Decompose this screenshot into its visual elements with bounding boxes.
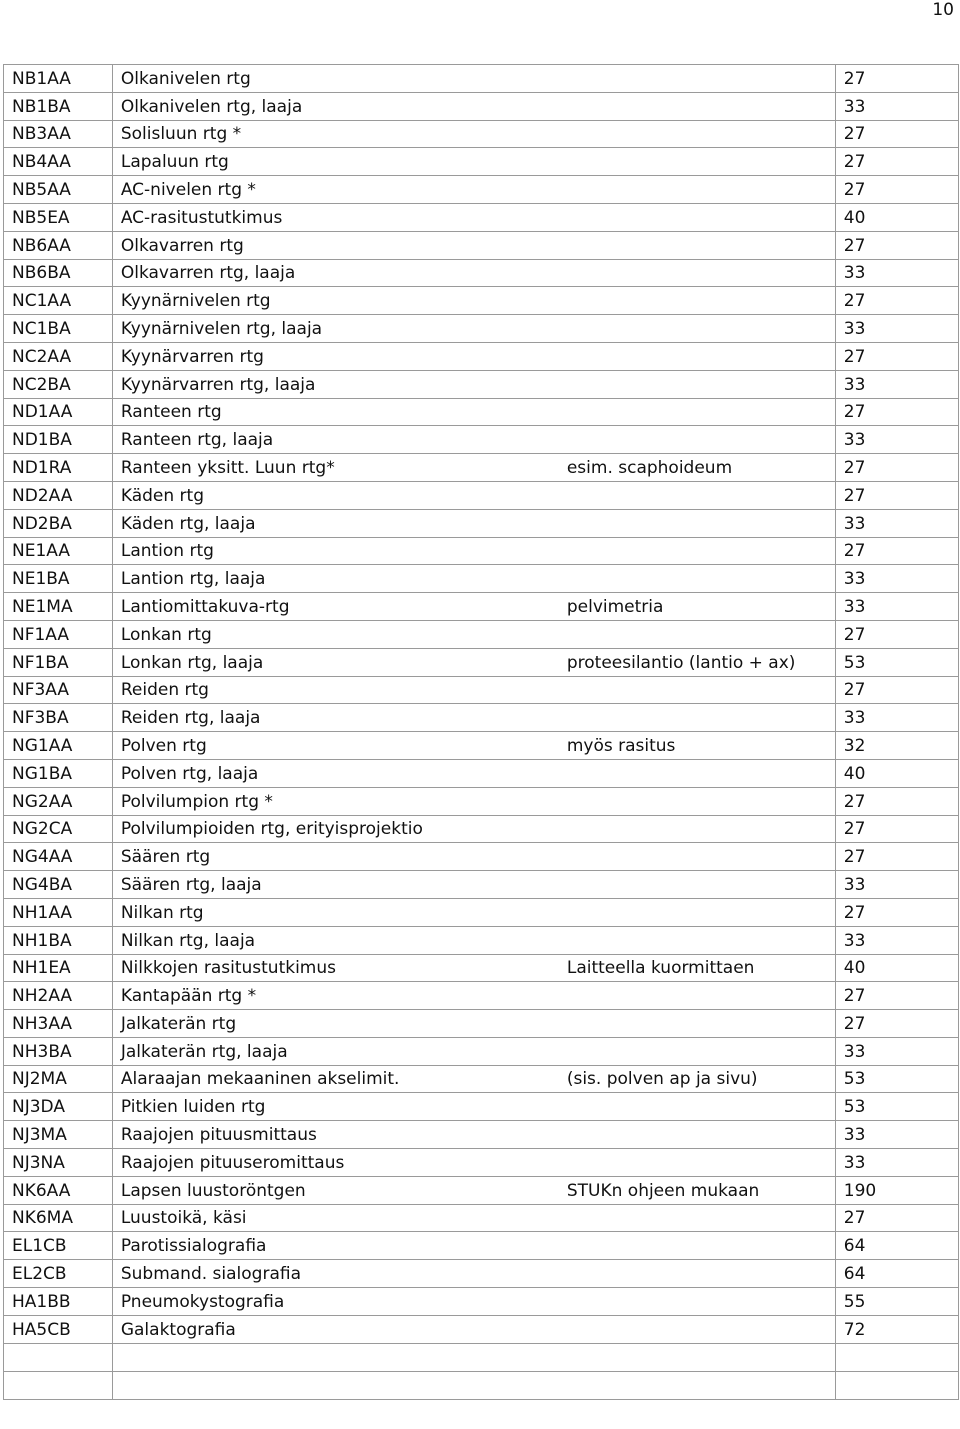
procedure-price: 40 xyxy=(835,203,958,231)
procedure-code: HA1BB xyxy=(4,1288,113,1316)
procedure-name: Ranteen rtg, laaja xyxy=(120,430,274,451)
table-row xyxy=(4,593,959,621)
procedure-code: NB5EA xyxy=(4,203,113,231)
table-row xyxy=(4,1176,959,1204)
procedure-name: Jalkaterän rtg xyxy=(120,1013,237,1034)
page-number: 10 xyxy=(932,0,954,20)
procedure-name-cell xyxy=(112,148,835,176)
table-row xyxy=(4,65,959,93)
procedure-note: STUKn ohjeen mukaan xyxy=(566,1180,760,1201)
procedure-code: NG4BA xyxy=(4,871,113,899)
table-row xyxy=(4,370,959,398)
procedure-name-cell xyxy=(112,620,835,648)
table-row xyxy=(4,1121,959,1149)
procedure-price: 27 xyxy=(835,676,958,704)
table-row xyxy=(4,481,959,509)
procedure-name: Alaraajan mekaaninen akselimit. xyxy=(120,1069,400,1090)
procedure-name: Nilkan rtg, laaja xyxy=(120,930,256,951)
procedure-price: 27 xyxy=(835,454,958,482)
procedure-price: 33 xyxy=(835,1037,958,1065)
table-row xyxy=(4,1037,959,1065)
procedure-price: 64 xyxy=(835,1260,958,1288)
procedure-price: 33 xyxy=(835,509,958,537)
procedure-name: Lantion rtg xyxy=(120,541,214,562)
procedure-code: EL2CB xyxy=(4,1260,113,1288)
table-row xyxy=(4,926,959,954)
procedure-code: EL1CB xyxy=(4,1232,113,1260)
procedure-code: NB5AA xyxy=(4,176,113,204)
procedure-code: NB6BA xyxy=(4,259,113,287)
procedure-name-cell xyxy=(112,1065,835,1093)
procedure-name-cell xyxy=(112,537,835,565)
procedure-price: 32 xyxy=(835,732,958,760)
table-row xyxy=(4,176,959,204)
procedure-name: Lantion rtg, laaja xyxy=(120,569,266,590)
procedure-name-cell xyxy=(112,648,835,676)
table-row xyxy=(4,315,959,343)
table-row xyxy=(4,259,959,287)
procedure-code: NG4AA xyxy=(4,843,113,871)
table-row xyxy=(4,620,959,648)
procedure-price: 27 xyxy=(835,398,958,426)
procedure-name: Galaktografia xyxy=(120,1319,236,1340)
procedure-code: NG1BA xyxy=(4,759,113,787)
procedure-note: proteesilantio (lantio + ax) xyxy=(566,652,796,673)
procedure-name-cell xyxy=(112,1149,835,1177)
table-row xyxy=(4,787,959,815)
procedure-code: NH1AA xyxy=(4,898,113,926)
table-row xyxy=(4,1315,959,1343)
procedure-price: 33 xyxy=(835,259,958,287)
procedure-code: NE1AA xyxy=(4,537,113,565)
procedure-name: Polvilumpion rtg * xyxy=(120,791,273,812)
procedure-code: ND1BA xyxy=(4,426,113,454)
procedure-name-cell xyxy=(112,92,835,120)
procedure-name-cell xyxy=(112,1121,835,1149)
procedure-name-cell xyxy=(112,759,835,787)
table-row xyxy=(4,148,959,176)
procedure-name: Kyynärvarren rtg xyxy=(120,346,264,367)
procedure-name: Olkanivelen rtg xyxy=(120,68,251,89)
procedure-price: 53 xyxy=(835,1065,958,1093)
empty-cell xyxy=(112,1371,835,1399)
procedure-price: 33 xyxy=(835,565,958,593)
table-row xyxy=(4,454,959,482)
procedure-code: NJ3DA xyxy=(4,1093,113,1121)
procedure-name: Säären rtg xyxy=(120,847,211,868)
procedure-code: ND1RA xyxy=(4,454,113,482)
procedure-name-cell xyxy=(112,120,835,148)
procedure-name-cell xyxy=(112,1288,835,1316)
procedure-name: Säären rtg, laaja xyxy=(120,874,262,895)
table-row xyxy=(4,1288,959,1316)
procedure-price: 27 xyxy=(835,787,958,815)
table-row xyxy=(4,342,959,370)
procedure-name-cell xyxy=(112,481,835,509)
table-row xyxy=(4,398,959,426)
procedure-price: 33 xyxy=(835,92,958,120)
procedure-price: 33 xyxy=(835,426,958,454)
table-row xyxy=(4,92,959,120)
procedure-name: AC-rasitustutkimus xyxy=(120,207,283,228)
procedure-name-cell xyxy=(112,426,835,454)
procedure-name-cell xyxy=(112,676,835,704)
table-row xyxy=(4,843,959,871)
procedure-name: Parotissialografia xyxy=(120,1236,267,1257)
procedure-code: ND2BA xyxy=(4,509,113,537)
procedure-name-cell xyxy=(112,871,835,899)
procedure-code: NF1AA xyxy=(4,620,113,648)
procedure-name: Olkavarren rtg xyxy=(120,235,244,256)
procedure-name-cell xyxy=(112,1010,835,1038)
table-row xyxy=(4,1260,959,1288)
procedure-name-cell xyxy=(112,898,835,926)
procedure-price: 27 xyxy=(835,287,958,315)
procedure-code: NJ3MA xyxy=(4,1121,113,1149)
procedure-price: 33 xyxy=(835,315,958,343)
procedure-name: Luustoikä, käsi xyxy=(120,1208,247,1229)
procedure-name: Nilkkojen rasitustutkimus xyxy=(120,958,336,979)
procedure-price: 27 xyxy=(835,843,958,871)
table-row xyxy=(4,509,959,537)
table-row xyxy=(4,426,959,454)
procedure-name-cell xyxy=(112,1093,835,1121)
empty-cell xyxy=(4,1343,113,1371)
table-row xyxy=(4,565,959,593)
procedure-code: NG2AA xyxy=(4,787,113,815)
procedure-price: 33 xyxy=(835,871,958,899)
table-row xyxy=(4,1065,959,1093)
procedure-price: 27 xyxy=(835,481,958,509)
procedure-code: NC2AA xyxy=(4,342,113,370)
procedure-price: 27 xyxy=(835,148,958,176)
procedure-price: 27 xyxy=(835,1010,958,1038)
procedure-price: 33 xyxy=(835,1121,958,1149)
procedure-price: 27 xyxy=(835,537,958,565)
procedure-name-cell xyxy=(112,1260,835,1288)
procedure-note: esim. scaphoideum xyxy=(566,457,733,478)
procedure-price: 33 xyxy=(835,370,958,398)
procedure-code: NB1AA xyxy=(4,65,113,93)
procedure-name: Lantiomittakuva-rtg xyxy=(120,596,290,617)
procedure-code: NK6MA xyxy=(4,1204,113,1232)
empty-cell xyxy=(835,1371,958,1399)
procedure-code: NE1MA xyxy=(4,593,113,621)
procedure-name-cell xyxy=(112,815,835,843)
procedure-name: Käden rtg xyxy=(120,485,204,506)
procedure-code: NF3BA xyxy=(4,704,113,732)
table-row xyxy=(4,203,959,231)
procedure-code: NJ2MA xyxy=(4,1065,113,1093)
table-row xyxy=(4,1149,959,1177)
procedure-code: NF1BA xyxy=(4,648,113,676)
procedure-name-cell xyxy=(112,954,835,982)
table-row xyxy=(4,1204,959,1232)
procedure-price: 27 xyxy=(835,620,958,648)
procedure-name-cell xyxy=(112,1037,835,1065)
procedure-name: Polven rtg, laaja xyxy=(120,763,259,784)
table-row xyxy=(4,1010,959,1038)
table-row xyxy=(4,898,959,926)
procedure-name: Olkanivelen rtg, laaja xyxy=(120,96,303,117)
procedure-name: Kyynärnivelen rtg xyxy=(120,291,271,312)
procedure-code: NB1BA xyxy=(4,92,113,120)
procedure-name: Pneumokystografia xyxy=(120,1291,285,1312)
procedure-code: NH1EA xyxy=(4,954,113,982)
procedure-price: 190 xyxy=(835,1176,958,1204)
procedure-name-cell xyxy=(112,509,835,537)
procedure-name: Jalkaterän rtg, laaja xyxy=(120,1041,288,1062)
procedure-name: Olkavarren rtg, laaja xyxy=(120,263,296,284)
procedure-name-cell xyxy=(112,370,835,398)
table-row xyxy=(4,954,959,982)
table-row xyxy=(4,537,959,565)
procedure-price: 53 xyxy=(835,648,958,676)
procedure-code: NH3AA xyxy=(4,1010,113,1038)
table-row xyxy=(4,648,959,676)
procedure-name-cell xyxy=(112,1315,835,1343)
procedure-name: Polvilumpioiden rtg, erityisprojektio xyxy=(120,819,423,840)
procedure-price: 27 xyxy=(835,120,958,148)
procedure-price: 27 xyxy=(835,1204,958,1232)
procedure-name: Kyynärvarren rtg, laaja xyxy=(120,374,316,395)
procedure-name: Solisluun rtg * xyxy=(120,124,242,145)
procedure-note: (sis. polven ap ja sivu) xyxy=(566,1069,758,1090)
procedure-name: Käden rtg, laaja xyxy=(120,513,256,534)
empty-cell xyxy=(112,1343,835,1371)
procedure-name-cell xyxy=(112,732,835,760)
procedure-price: 64 xyxy=(835,1232,958,1260)
table-row xyxy=(4,732,959,760)
procedure-code: NH3BA xyxy=(4,1037,113,1065)
table-row xyxy=(4,759,959,787)
procedure-price: 33 xyxy=(835,1149,958,1177)
procedure-price: 72 xyxy=(835,1315,958,1343)
procedure-code: NB4AA xyxy=(4,148,113,176)
procedure-price: 33 xyxy=(835,704,958,732)
procedure-name-cell xyxy=(112,926,835,954)
procedure-name: Lapsen luustoröntgen xyxy=(120,1180,306,1201)
procedure-name: Raajojen pituuseromittaus xyxy=(120,1152,345,1173)
procedure-price: 27 xyxy=(835,65,958,93)
table-row xyxy=(4,120,959,148)
table-row xyxy=(4,704,959,732)
table-row xyxy=(4,871,959,899)
procedure-name: Raajojen pituusmittaus xyxy=(120,1125,317,1146)
procedure-code: NE1BA xyxy=(4,565,113,593)
procedure-price: 53 xyxy=(835,1093,958,1121)
procedure-name: Polven rtg xyxy=(120,735,207,756)
table-row xyxy=(4,982,959,1010)
procedure-code: NJ3NA xyxy=(4,1149,113,1177)
procedure-code: NB6AA xyxy=(4,231,113,259)
procedure-price: 40 xyxy=(835,759,958,787)
procedure-price: 55 xyxy=(835,1288,958,1316)
procedure-name: Lonkan rtg, laaja xyxy=(120,652,264,673)
procedure-code: NC1AA xyxy=(4,287,113,315)
procedure-code: NG1AA xyxy=(4,732,113,760)
procedure-name-cell xyxy=(112,342,835,370)
procedure-name-cell xyxy=(112,203,835,231)
procedure-name-cell xyxy=(112,398,835,426)
table-row xyxy=(4,1093,959,1121)
procedure-price: 27 xyxy=(835,982,958,1010)
procedure-note: myös rasitus xyxy=(566,735,676,756)
procedure-name-cell xyxy=(112,259,835,287)
procedure-code: NC1BA xyxy=(4,315,113,343)
procedure-price: 27 xyxy=(835,898,958,926)
procedure-name-cell xyxy=(112,1232,835,1260)
procedure-code: NB3AA xyxy=(4,120,113,148)
procedure-name-cell xyxy=(112,1204,835,1232)
procedure-code: NG2CA xyxy=(4,815,113,843)
procedure-name: Ranteen rtg xyxy=(120,402,222,423)
procedure-price: 33 xyxy=(835,593,958,621)
procedure-code: HA5CB xyxy=(4,1315,113,1343)
procedure-name-cell xyxy=(112,565,835,593)
procedure-code: NH2AA xyxy=(4,982,113,1010)
procedure-name: Kantapään rtg * xyxy=(120,986,257,1007)
procedure-name-cell xyxy=(112,176,835,204)
table-row xyxy=(4,287,959,315)
procedure-name: Lapaluun rtg xyxy=(120,152,229,173)
procedure-name-cell xyxy=(112,787,835,815)
procedure-name-cell xyxy=(112,287,835,315)
table-row xyxy=(4,231,959,259)
procedure-name: Pitkien luiden rtg xyxy=(120,1097,266,1118)
procedure-name: Reiden rtg, laaja xyxy=(120,708,261,729)
procedure-price: 40 xyxy=(835,954,958,982)
procedure-code: NF3AA xyxy=(4,676,113,704)
procedure-price: 27 xyxy=(835,342,958,370)
table-row xyxy=(4,815,959,843)
procedure-name-cell xyxy=(112,593,835,621)
procedure-name: Nilkan rtg xyxy=(120,902,204,923)
procedure-name: Reiden rtg xyxy=(120,680,209,701)
procedure-code: ND1AA xyxy=(4,398,113,426)
procedure-name: Kyynärnivelen rtg, laaja xyxy=(120,318,323,339)
procedure-code: NK6AA xyxy=(4,1176,113,1204)
procedure-code: NC2BA xyxy=(4,370,113,398)
procedure-name-cell xyxy=(112,704,835,732)
table-row xyxy=(4,1232,959,1260)
empty-table-row xyxy=(4,1371,959,1399)
table-row xyxy=(4,676,959,704)
procedure-name: Lonkan rtg xyxy=(120,624,212,645)
procedure-name-cell xyxy=(112,843,835,871)
procedure-code: NH1BA xyxy=(4,926,113,954)
procedure-name: Submand. sialografia xyxy=(120,1264,301,1285)
procedure-name: AC-nivelen rtg * xyxy=(120,179,256,200)
procedure-price: 27 xyxy=(835,176,958,204)
empty-cell xyxy=(4,1371,113,1399)
empty-table-row xyxy=(4,1343,959,1371)
procedure-name: Ranteen yksitt. Luun rtg* xyxy=(120,457,335,478)
procedure-name-cell xyxy=(112,231,835,259)
procedure-name-cell xyxy=(112,315,835,343)
table-body xyxy=(4,65,959,1400)
procedure-name-cell xyxy=(112,1176,835,1204)
procedure-price: 33 xyxy=(835,926,958,954)
price-table xyxy=(3,64,959,1400)
procedure-price: 27 xyxy=(835,231,958,259)
procedure-code: ND2AA xyxy=(4,481,113,509)
procedure-name-cell xyxy=(112,454,835,482)
empty-cell xyxy=(835,1343,958,1371)
procedure-note: pelvimetria xyxy=(566,596,664,617)
procedure-note: Laitteella kuormittaen xyxy=(566,958,755,979)
procedure-name-cell xyxy=(112,65,835,93)
procedure-name-cell xyxy=(112,982,835,1010)
procedure-price: 27 xyxy=(835,815,958,843)
